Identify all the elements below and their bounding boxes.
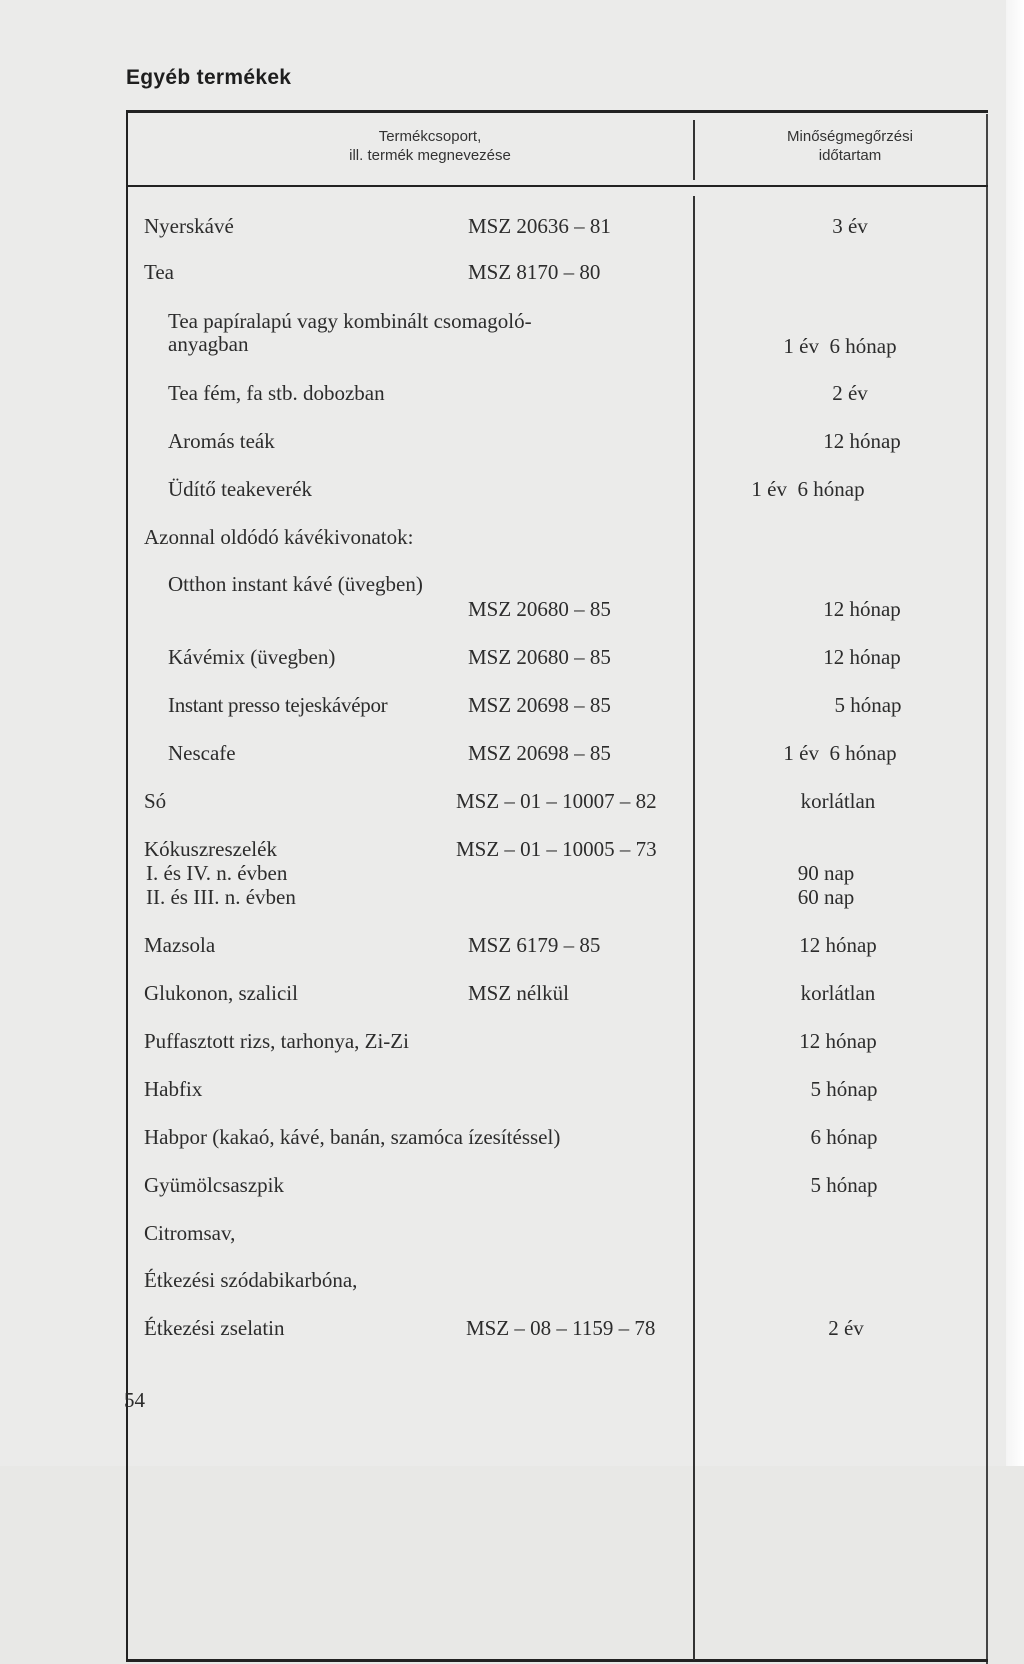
row-puffasztott-name: Puffasztott rizs, tarhonya, Zi-Zi — [144, 1029, 409, 1053]
row-nyerskave-name: Nyerskávé — [144, 214, 234, 238]
row-kavemix-duration: 12 hónap — [823, 645, 901, 669]
row-puffasztott-duration: 12 hónap — [799, 1029, 877, 1053]
row-habpor-duration: 6 hónap — [810, 1125, 878, 1149]
row-kokusz-duration1: 90 nap — [797, 861, 855, 885]
header-shelf-life — [740, 127, 960, 165]
header-shelf-life-line1: Minőségmegőrzési — [787, 128, 913, 145]
row-nyerskave-duration: 3 év — [832, 214, 868, 238]
row-aromas-duration: 12 hónap — [823, 429, 901, 453]
table-top-rule — [126, 110, 988, 113]
row-citromsav-name: Citromsav, — [144, 1221, 236, 1245]
table-left-border — [126, 110, 128, 1662]
header-bottom-rule — [126, 185, 988, 187]
page-edge — [1006, 0, 1024, 1466]
column-divider — [693, 196, 695, 1660]
header-product-line1: Termékcsoport, — [378, 128, 482, 145]
row-instant-name: Instant presso tejeskávépor — [168, 693, 388, 717]
row-szodabikarbona-name: Étkezési szódabikarbóna, — [144, 1268, 358, 1292]
row-kokusz-standard: MSZ – 01 – 10005 – 73 — [456, 837, 657, 861]
row-tea-papir-name-line2: anyagban — [168, 332, 249, 356]
row-tea-fem-name: Tea fém, fa stb. dobozban — [168, 381, 385, 405]
row-aromas-name: Aromás teák — [168, 429, 275, 453]
table-right-border — [986, 114, 988, 1664]
row-nyerskave-standard: MSZ 20636 – 81 — [468, 214, 611, 238]
row-kokusz-sub1: I. és IV. n. évben — [146, 861, 288, 885]
row-glukonon-name: Glukonon, szalicil — [144, 981, 298, 1005]
row-kavemix-standard: MSZ 20680 – 85 — [468, 645, 611, 669]
row-kokusz-sub2: II. és III. n. évben — [146, 885, 296, 909]
row-udito-name: Üdítő teakeverék — [168, 477, 313, 501]
header-product-line2: ill. termék megnevezése — [349, 147, 511, 164]
row-otthon-standard: MSZ 20680 – 85 — [468, 597, 611, 621]
row-nescafe-standard: MSZ 20698 – 85 — [468, 741, 611, 765]
row-kokusz-duration2: 60 nap — [797, 885, 855, 909]
row-habpor-name: Habpor (kakaó, kávé, banán, szamóca ízesítéssel) — [144, 1125, 561, 1149]
row-tea-papir-duration: 1 év 6 hónap — [783, 334, 897, 358]
column-divider-header — [693, 120, 695, 180]
row-mazsola-standard: MSZ 6179 – 85 — [468, 933, 601, 957]
row-zselatin-duration: 2 év — [828, 1316, 864, 1340]
header-shelf-life-line2: időtartam — [818, 147, 882, 164]
row-zselatin-name: Étkezési zselatin — [144, 1316, 285, 1340]
section-title: Egyéb termékek — [126, 66, 292, 89]
row-habfix-name: Habfix — [144, 1077, 203, 1101]
row-so-duration: korlátlan — [800, 789, 876, 813]
table-bottom-rule — [126, 1659, 988, 1662]
row-otthon-duration: 12 hónap — [823, 597, 901, 621]
row-azonnal-heading: Azonnal oldódó kávékivonatok: — [144, 525, 414, 549]
row-mazsola-duration: 12 hónap — [799, 933, 877, 957]
row-nescafe-duration: 1 év 6 hónap — [783, 741, 897, 765]
row-instant-duration: 5 hónap — [834, 693, 902, 717]
row-so-name: Só — [144, 789, 167, 813]
row-udito-duration: 1 év 6 hónap — [751, 477, 865, 501]
row-tea-fem-duration: 2 év — [832, 381, 868, 405]
row-tea-name: Tea — [144, 260, 175, 284]
row-tea-papir-name-line1: Tea papíralapú vagy kombinált csomagoló- — [168, 309, 532, 333]
row-instant-standard: MSZ 20698 – 85 — [468, 693, 611, 717]
row-gyumolcs-name: Gyümölcsaszpik — [144, 1173, 284, 1197]
row-mazsola-name: Mazsola — [144, 933, 216, 957]
row-glukonon-standard: MSZ nélkül — [468, 981, 569, 1005]
row-tea-standard: MSZ 8170 – 80 — [468, 260, 601, 284]
row-nescafe-name: Nescafe — [168, 741, 236, 765]
page-number: 54 — [124, 1388, 145, 1412]
row-kokusz-name: Kókuszreszelék — [144, 837, 277, 861]
row-kavemix-name: Kávémix (üvegben) — [168, 645, 336, 669]
row-zselatin-standard: MSZ – 08 – 1159 – 78 — [466, 1316, 656, 1340]
row-habfix-duration: 5 hónap — [810, 1077, 878, 1101]
row-gyumolcs-duration: 5 hónap — [810, 1173, 878, 1197]
header-product-group — [300, 127, 560, 165]
row-otthon-name: Otthon instant kávé (üvegben) — [168, 572, 423, 596]
row-glukonon-duration: korlátlan — [800, 981, 876, 1005]
row-so-standard: MSZ – 01 – 10007 – 82 — [456, 789, 657, 813]
